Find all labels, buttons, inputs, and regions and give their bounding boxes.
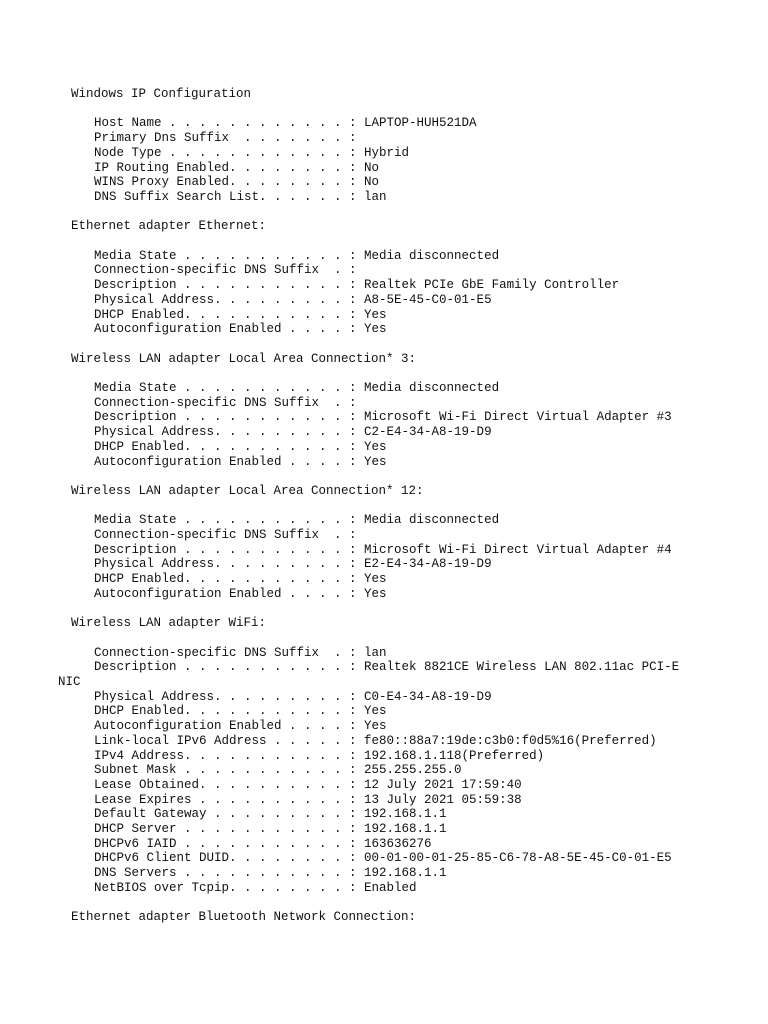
config-line: DHCP Enabled. . . . . . . . . . . : Yes: [94, 439, 387, 454]
config-line: Autoconfiguration Enabled . . . . : Yes: [94, 719, 387, 734]
config-line: DHCPv6 Client DUID. . . . . . . . : 00-01-00-01-25-85-C6-78-A8-5E-45-C0-01-E5: [94, 851, 672, 866]
section-header: Wireless LAN adapter WiFi:: [71, 616, 267, 631]
config-line: DHCP Enabled. . . . . . . . . . . : Yes: [94, 572, 387, 587]
config-line: Autoconfiguration Enabled . . . . : Yes: [94, 322, 387, 337]
section-header: Wireless LAN adapter Local Area Connection* 3:: [71, 351, 417, 366]
section-header: Ethernet adapter Ethernet:: [71, 219, 267, 234]
config-line: Connection-specific DNS Suffix . :: [94, 395, 357, 410]
config-line: NetBIOS over Tcpip. . . . . . . . : Enabled: [94, 880, 417, 895]
config-line: Default Gateway . . . . . . . . . : 192.168.1.1: [94, 807, 447, 822]
config-line: Media State . . . . . . . . . . . : Media disconnected: [94, 381, 500, 395]
config-line: DNS Suffix Search List. . . . . . : lan: [94, 189, 387, 204]
config-line: Connection-specific DNS Suffix . : lan: [94, 645, 387, 660]
config-line: Description . . . . . . . . . . . : Microsoft Wi-Fi Direct Virtual Adapter #3: [94, 410, 672, 425]
config-line: Connection-specific DNS Suffix . :: [94, 528, 357, 542]
config-line: Autoconfiguration Enabled . . . . : Yes: [94, 454, 387, 469]
config-line: DHCPv6 IAID . . . . . . . . . . . : 163636276: [94, 836, 432, 851]
config-line: Description . . . . . . . . . . . : Realtek PCIe GbE Family Controller: [94, 278, 620, 293]
config-line: Host Name . . . . . . . . . . . . : LAPTOP-HUH521DA: [94, 116, 477, 131]
config-line: IP Routing Enabled. . . . . . . . : No: [94, 160, 380, 175]
config-line: Lease Expires . . . . . . . . . . : 13 July 2021 05:59:38: [94, 792, 522, 807]
config-line: DHCP Server . . . . . . . . . . . : 192.168.1.1: [94, 822, 447, 836]
config-line: DNS Servers . . . . . . . . . . . : 192.168.1.1: [94, 866, 447, 881]
config-line: Node Type . . . . . . . . . . . . : Hybrid: [94, 145, 410, 160]
config-line: Link-local IPv6 Address . . . . . : fe80::88a7:19de:c3b0:f0d5%16(Preferred): [94, 733, 657, 748]
config-line: Lease Obtained. . . . . . . . . . : 12 July 2021 17:59:40: [94, 777, 522, 792]
config-line: Physical Address. . . . . . . . . : C0-E4-34-A8-19-D9: [94, 689, 492, 704]
config-line: Description . . . . . . . . . . . : Microsoft Wi-Fi Direct Virtual Adapter #4: [94, 542, 672, 557]
config-line: Physical Address. . . . . . . . . : C2-E4-34-A8-19-D9: [94, 425, 492, 440]
config-line: WINS Proxy Enabled. . . . . . . . : No: [94, 175, 380, 190]
wrapped-line: NIC: [58, 675, 81, 689]
config-line: Media State . . . . . . . . . . . : Media disconnected: [94, 513, 500, 528]
config-line: DHCP Enabled. . . . . . . . . . . : Yes: [94, 704, 387, 719]
config-line: Physical Address. . . . . . . . . : A8-5E-45-C0-01-E5: [94, 292, 492, 307]
config-line: DHCP Enabled. . . . . . . . . . . : Yes: [94, 307, 387, 322]
config-line: Media State . . . . . . . . . . . : Media disconnected: [94, 248, 500, 263]
config-line: Primary Dns Suffix . . . . . . . :: [94, 131, 357, 146]
config-line: Autoconfiguration Enabled . . . . : Yes: [94, 586, 387, 601]
config-line: Physical Address. . . . . . . . . : E2-E4-34-A8-19-D9: [94, 557, 492, 572]
section-header: Wireless LAN adapter Local Area Connection* 12:: [71, 483, 424, 498]
config-line: IPv4 Address. . . . . . . . . . . : 192.168.1.118(Preferred): [94, 748, 545, 763]
config-line: Description . . . . . . . . . . . : Realtek 8821CE Wireless LAN 802.11ac PCI-E: [94, 660, 680, 675]
section-header: Windows IP Configuration: [71, 87, 252, 101]
config-line: Connection-specific DNS Suffix . :: [94, 263, 357, 278]
section-header: Ethernet adapter Bluetooth Network Connection:: [71, 910, 417, 925]
config-line: Subnet Mask . . . . . . . . . . . : 255.255.255.0: [94, 763, 462, 778]
